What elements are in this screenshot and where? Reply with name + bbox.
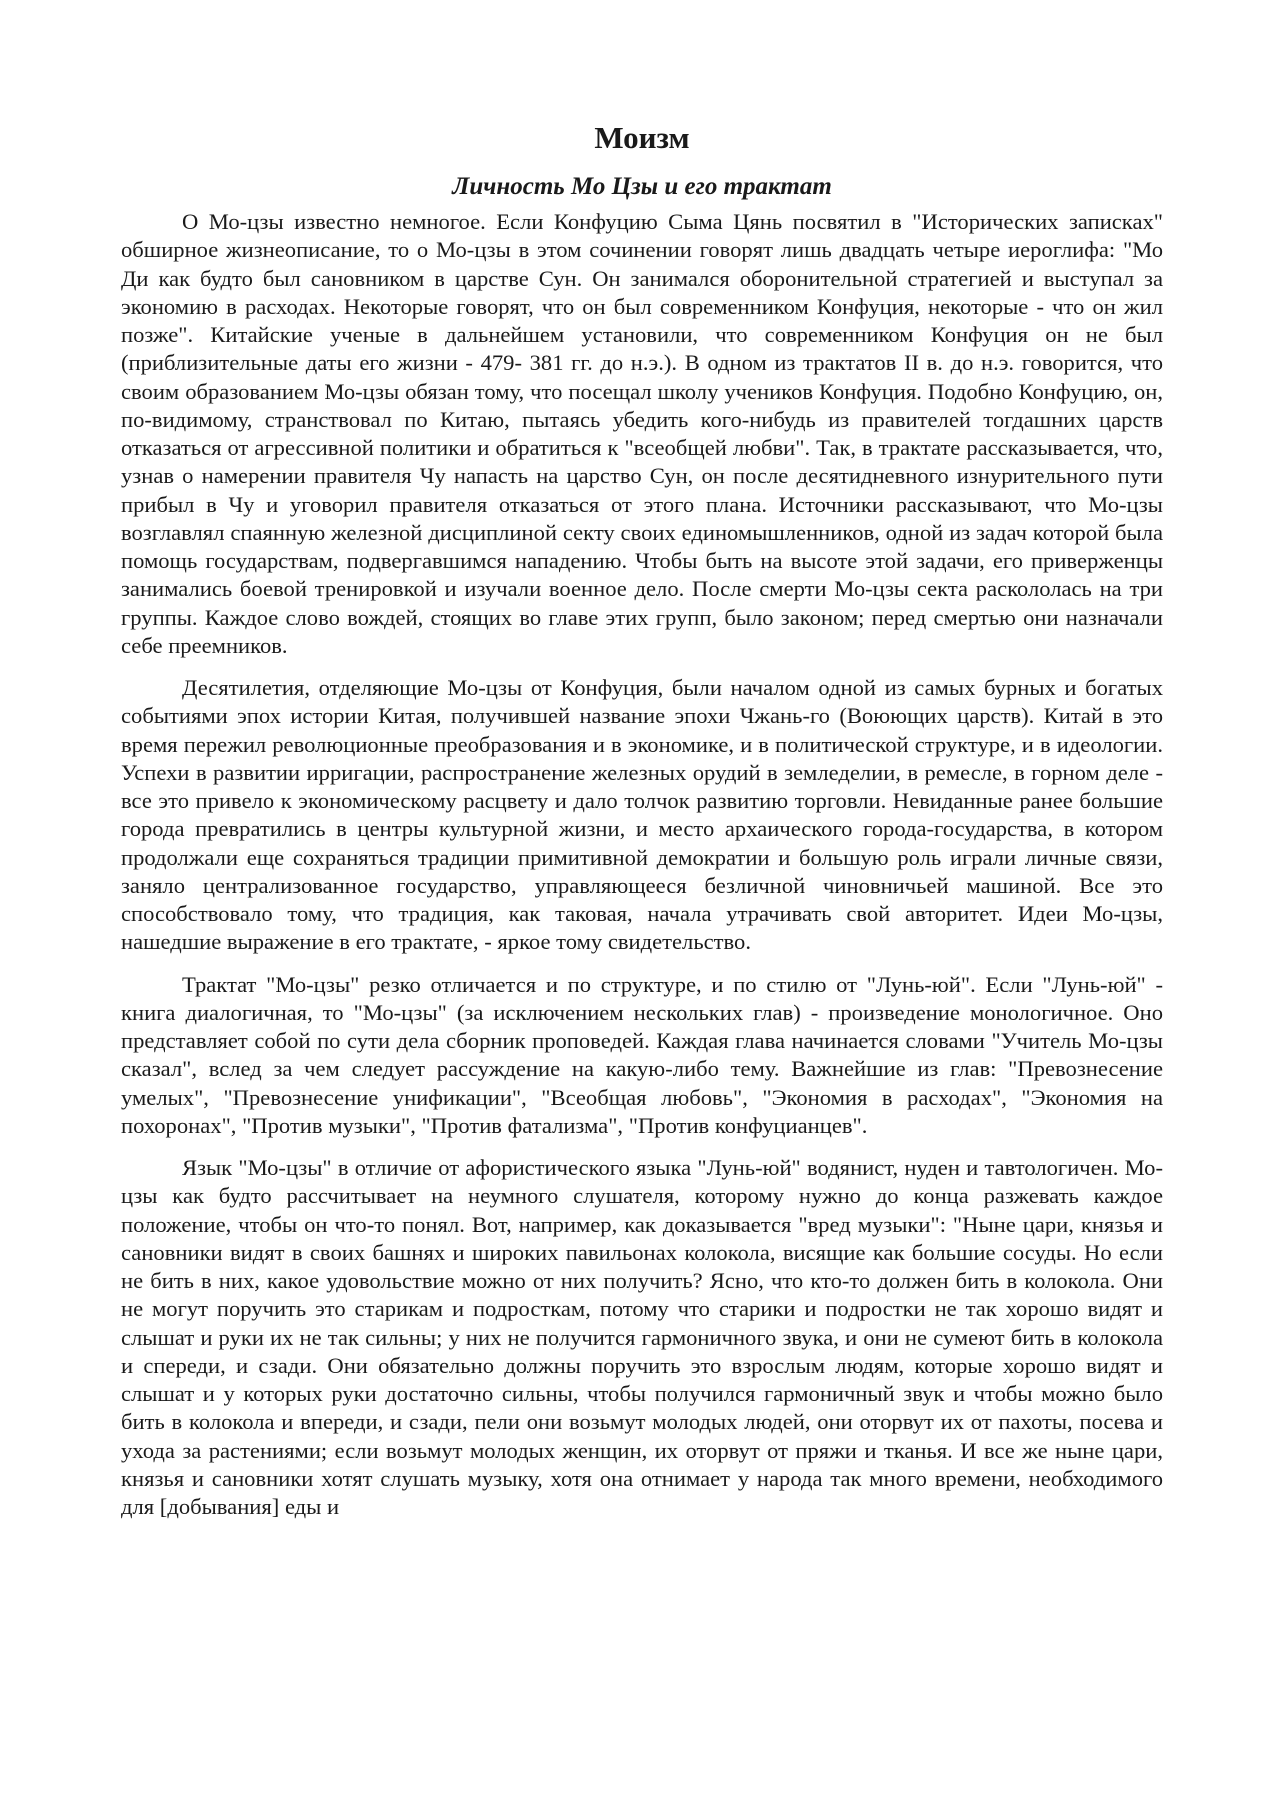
paragraph-4: Язык "Мо-цзы" в отличие от афористического языка "Лунь-юй" водянист, нуден и тавтологичен. Мо-цзы как будто рассчитывает на неумного слушателя, которому нужно до конца разжевать каждое положение, чтобы он что-то понял. Вот, например, как доказывается "вред музыки": "Ныне цари, князья и сановники видят в своих башнях и широких павильонах колокола, висящие как большие сосуды. Но если не бить в них, какое удовольствие можно от них получить? Ясно, что кто-то должен бить в колокола. Они не могут поручить это старикам и подросткам, потому что старики и подростки не так хорошо видят и слышат и руки их не так сильны; у них не получится гармоничного звука, и они не сумеют бить в колокола и спереди, и сзади. Они обязательно должны поручить это взрослым людям, которые хорошо видят и слышат и у которых руки достаточно сильны, чтобы получился гармоничный звук и чтобы можно было бить в колокола и впереди, и сзади, пели они возьмут молодых людей, они оторвут их от пахоты, посева и ухода за растениями; если возьмут молодых женщин, их оторвут от пряжи и тканья. И все же ныне цари, князья и сановники хотят слушать музыку, хотя она отнимает у народа так много времени, необходимого для [добывания] еды и [121, 1155, 1163, 1519]
document-title: Моизм [594, 120, 690, 155]
document-body [121, 118, 1163, 1535]
paragraph-1: О Мо-цзы известно немногое. Если Конфуцию Сыма Цянь посвятил в "Исторических записках" обширное жизнеописание, то о Мо-цзы в этом сочинении говорят лишь двадцать четыре иероглифа: "Мо Ди как будто был сановником в царстве Сун. Он занимался оборонительной стратегией и выступал за экономию в расходах. Некоторые говорят, что он был современником Конфуция, некоторые - что он жил позже". Китайские ученые в дальнейшем установили, что современником Конфуция он не был (приблизительные даты его жизни - 479- 381 гг. до н.э.). В одном из трактатов II в. до н.э. говорится, что своим образованием Мо-цзы обязан тому, что посещал школу учеников Конфуция. Подобно Конфуцию, он, по-видимому, странствовал по Китаю, пытаясь убедить кого-нибудь из правителей тогдашних царств отказаться от агрессивной политики и обратиться к "всеобщей любви". Так, в трактате рассказывается, что, узнав о намерении правителя Чу напасть на царство Сун, он после десятидневного изнурительного пути прибыл в Чу и уговорил правителя отказаться от этого плана. Источники рассказывают, что Мо-цзы возглавлял спаянную железной дисциплиной секту своих единомышленников, одной из задач которой была помощь государствам, подвергавшимся нападению. Чтобы быть на высоте этой задачи, его приверженцы занимались боевой тренировкой и изучали военное дело. После смерти Мо-цзы секта раскололась на три группы. Каждое слово вождей, стоящих во главе этих групп, было законом; перед смертью они назначали себе преемников. [121, 209, 1163, 658]
paragraph-3: Трактат "Мо-цзы" резко отличается и по структуре, и по стилю от "Лунь-юй". Если "Лунь-юй" - книга диалогичная, то "Мо-цзы" (за исключением нескольких глав) - произведение монологичное. Оно представляет собой по сути дела сборник проповедей. Каждая глава начинается словами "Учитель Мо-цзы сказал", вслед за чем следует рассуждение на какую-либо тему. Важнейшие из глав: "Превознесение умелых", "Превознесение унификации", "Всеобщая любовь", "Экономия в расходах", "Экономия на похоронах", "Против музыки", "Против фатализма", "Против конфуцианцев". [121, 971, 1163, 1138]
section-subtitle: Личность Мо Цзы и его трактат [452, 173, 832, 200]
paragraph-2: Десятилетия, отделяющие Мо-цзы от Конфуция, были началом одной из самых бурных и богатых событиями эпох истории Китая, получившей название эпохи Чжань-го (Воюющих царств). Китай в это время пережил революционные преобразования и в экономике, и в политической структуре, и в идеологии. Успехи в развитии ирригации, распространение железных орудий в земледелии, в ремесле, в горном деле - все это привело к экономическому расцвету и дало толчок развитию торговли. Невиданные ранее большие города превратились в центры культурной жизни, и место архаического города-государства, в котором продолжали еще сохраняться традиции примитивной демократии и большую роль играли личные связи, заняло централизованное государство, управляющееся безличной чиновничьей машиной. Все это способствовало тому, что традиция, как таковая, начала утрачивать свой авторитет. Идеи Мо-цзы, нашедшие выражение в его трактате, - яркое тому свидетельство. [121, 675, 1163, 955]
